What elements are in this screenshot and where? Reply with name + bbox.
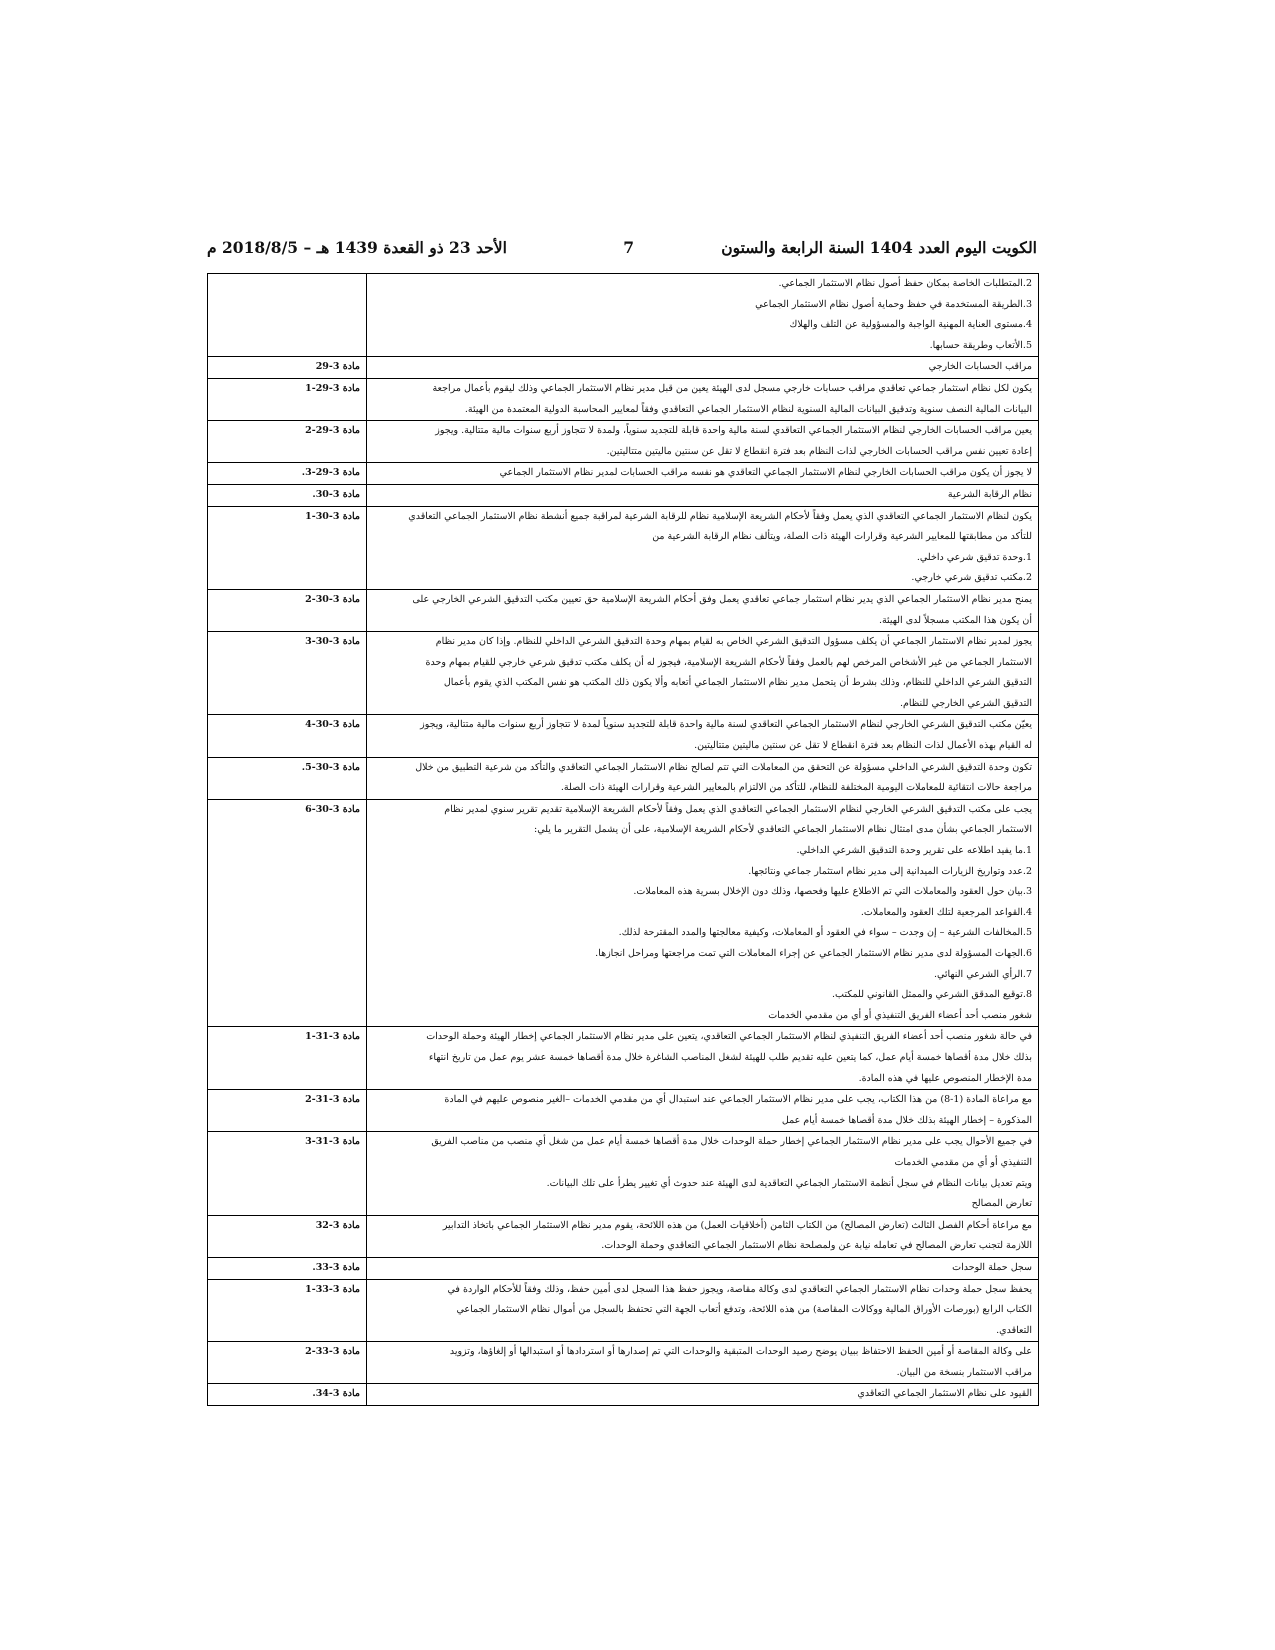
text-line: مراجعة حالات انتقائية للمعاملات اليومية المختلفة للنظام، للتأكد من الالتزام بالمعايير الشرعية وقرارات الهيئة ذات الصلة. [560, 782, 1032, 794]
text-line: الاستثمار الجماعي بشأن مدى امتثال نظام الاستثمار الجماعي التعاقدي لأحكام الشريعة الإسلامية، على أن يشمل التقرير ما يلي: [534, 824, 1032, 836]
table-row [208, 421, 1039, 463]
text-line: التنفيذي أو أي من مقدمي الخدمات [894, 1156, 1032, 1168]
article-number: مادة 3-29-3. [208, 463, 367, 485]
article-number: مادة 3-30-6 [208, 799, 367, 1027]
text-line: الاستثمار الجماعي من غير الأشخاص المرخص لهم بالعمل وفقاً لأحكام الشريعة الإسلامية، فيجوز له أن يكلف مكتب تدقيق شرعي خارجي للقيام بمهام وحدة [425, 656, 1032, 668]
article-text [367, 632, 1039, 715]
text-line: 5.الأتعاب وطريقة حسابها. [929, 339, 1032, 351]
article-number: مادة 3-30-2 [208, 589, 367, 631]
table-row [208, 274, 1039, 357]
table-row [208, 632, 1039, 715]
text-line: يعيّن مكتب التدقيق الشرعي الخارجي لنظام الاستثمار الجماعي التعاقدي لسنة مالية واحدة قابلة للتجديد سنوياً لمدة لا تتجاوز أربع سنوات مالية متتالية، ويجوز [420, 719, 1032, 731]
text-line: يكون لنظام الاستثمار الجماعي التعاقدي الذي يعمل وفقاً لأحكام الشريعة الإسلامية نظام للرقابة الشرعية لمراقبة جميع أنشطة نظام الاستثمار الجماعي التعاقدي [408, 510, 1032, 522]
article-number: مادة 3-30-1 [208, 506, 367, 589]
table-row [208, 378, 1039, 420]
article-number: مادة 3-31-3 [208, 1132, 367, 1215]
page-header [207, 238, 1037, 264]
text-line: البيانات المالية النصف سنوية وتدقيق البيانات المالية السنوية لنظام الاستثمار الجماعي التعاقدي وفقاً لمعايير المحاسبة الدولية المعتمدة من الهيئة. [464, 403, 1032, 415]
article-number: مادة 3-29 [208, 357, 367, 379]
text-line: التدقيق الشرعي الداخلي للنظام، وذلك بشرط أن يتحمل مدير نظام الاستثمار الجماعي أتعابه وألا يكون ذلك المكتب هو نفس المكتب الذي يقوم بأعمال [443, 677, 1032, 689]
text-line: بذلك خلال مدة أقصاها خمسة أيام عمل، كما يتعين عليه تقديم طلب للهيئة لشغل المناصب الشاغرة خلال مدة أقصاها خمسة عشر يوم عمل من تاريخ انتهاء [428, 1051, 1032, 1063]
table-row [208, 484, 1039, 506]
text-line: 4.مستوى العناية المهنية الواجبة والمسؤولية عن التلف والهلاك [789, 319, 1032, 331]
table-row [208, 1257, 1039, 1279]
text-line: مع مراعاة أحكام الفصل الثالث (تعارض المصالح) من الكتاب الثامن (أخلاقيات العمل) من هذه اللائحة، يقوم مدير نظام الاستثمار الجماعي باتخاذ التدابير [442, 1219, 1032, 1231]
article-text [367, 484, 1039, 506]
text-line: الكتاب الرابع (بورصات الأوراق المالية ووكالات المقاصة) من هذه اللائحة، وتدفع أتعاب الجهة التي تحتفظ بالسجل من أموال نظام الاستثمار الجماعي [456, 1304, 1032, 1316]
text-line: 7.الرأي الشرعي النهائي. [933, 968, 1032, 980]
article-number: مادة 3-33-1 [208, 1279, 367, 1342]
article-text [367, 1132, 1039, 1215]
text-line: سجل حملة الوحدات [952, 1261, 1032, 1273]
text-line: 3.بيان حول العقود والمعاملات التي تم الاطلاع عليها وفحصها، وذلك دون الإخلال بسرية هذه المعاملات. [633, 886, 1032, 898]
article-text [367, 421, 1039, 463]
article-text [367, 1027, 1039, 1090]
table-row [208, 1384, 1039, 1406]
article-text [367, 799, 1039, 1027]
article-text [367, 1090, 1039, 1132]
table-row [208, 799, 1039, 1027]
text-line: يجب على مكتب التدقيق الشرعي الخارجي لنظام الاستثمار الجماعي التعاقدي الذي يعمل وفقاً لأحكام الشريعة الإسلامية تقديم تقرير سنوي لمدير نظام [444, 803, 1032, 815]
page-number: 7 [623, 238, 634, 257]
text-line: نظام الرقابة الشرعية [947, 488, 1032, 500]
text-line: التدقيق الشرعي الخارجي للنظام. [899, 697, 1032, 709]
table-row [208, 1132, 1039, 1215]
article-text [367, 1279, 1039, 1342]
article-number: مادة 3-29-1 [208, 378, 367, 420]
gazette-issue-info: الكويت اليوم العدد 1404 السنة الرابعة والستون [721, 238, 1037, 257]
text-line: التعاقدي. [996, 1324, 1032, 1336]
article-text [367, 1384, 1039, 1406]
text-line: لا يجوز أن يكون مراقب الحسابات الخارجي لنظام الاستثمار الجماعي التعاقدي هو نفسه مراقب الحسابات لمدير نظام الاستثمار الجماعي [499, 467, 1032, 479]
text-line: مع مراعاة المادة (1-8) من هذا الكتاب، يجب على مدير نظام الاستثمار الجماعي عند استبدال أي من مقدمي الخدمات –الغير منصوص عليهم في المادة [444, 1094, 1032, 1106]
article-number: مادة 3-30-5. [208, 757, 367, 799]
text-line: 5.المخالفات الشرعية – إن وجدت – سواء في العقود أو المعاملات، وكيفية معالجتها والمدد المقترحة لذلك. [618, 927, 1032, 939]
article-number: مادة 3-30-3 [208, 632, 367, 715]
table-row [208, 715, 1039, 757]
text-line: 3.الطريقة المستخدمة في حفظ وحماية أصول نظام الاستثمار الجماعي [755, 298, 1032, 310]
article-text [367, 1342, 1039, 1384]
article-text [367, 463, 1039, 485]
text-line: 1.ما يفيد اطلاعه على تقرير وحدة التدقيق الشرعي الداخلي. [796, 845, 1032, 857]
article-text [367, 757, 1039, 799]
text-line: ويتم تعديل بيانات النظام في سجل أنظمة الاستثمار الجماعي التعاقدية لدى الهيئة عند حدوث أي تغيير يطرأ على تلك البيانات. [546, 1177, 1032, 1189]
text-line: أن يكون هذا المكتب مسجلاً لدى الهيئة. [878, 614, 1032, 626]
article-text [367, 506, 1039, 589]
table-row [208, 1215, 1039, 1257]
text-line: 2.المتطلبات الخاصة بمكان حفظ أصول نظام الاستثمار الجماعي. [778, 278, 1032, 289]
text-line: في جميع الأحوال يجب على مدير نظام الاستثمار الجماعي إخطار حملة الوحدات خلال مدة أقصاها خمسة أيام عمل من شغل أي منصب من مناصب الفريق [431, 1136, 1032, 1148]
article-text [367, 274, 1039, 357]
text-line: القيود على نظام الاستثمار الجماعي التعاقدي [857, 1388, 1032, 1400]
table-row [208, 1342, 1039, 1384]
text-line: تعارض المصالح [971, 1198, 1032, 1210]
text-line: يجوز لمدير نظام الاستثمار الجماعي أن يكلف مسؤول التدقيق الشرعي الخاص به لقيام بمهام وحدة التدقيق الشرعي الداخلي للنظام. وإذا كان مدير نظام [435, 636, 1032, 648]
article-number: مادة 3-30. [208, 484, 367, 506]
article-text [367, 1257, 1039, 1279]
text-line: مراقب الحسابات الخارجي [928, 361, 1032, 373]
article-text [367, 715, 1039, 757]
text-line: 8.توقيع المدقق الشرعي والممثل القانوني للمكتب. [831, 989, 1032, 1001]
text-line: يكون لكل نظام استثمار جماعي تعاقدي مراقب حسابات خارجي مسجل لدى الهيئة يعين من قبل مدير نظام الاستثمار الجماعي وذلك ليقوم بأعمال مراجعة [432, 382, 1032, 394]
text-line: في حالة شغور منصب أحد أعضاء الفريق التنفيذي لنظام الاستثمار الجماعي التعاقدي، يتعين على مدير نظام الاستثمار الجماعي إخطار الهيئة وحملة الوحدات [426, 1031, 1032, 1043]
text-line: يحفظ سجل حملة وحدات نظام الاستثمار الجماعي التعاقدي لدى وكالة مقاصة، ويجوز حفظ هذا السجل لدى أمين حفظ، وذلك وفقاً للأحكام الواردة في [447, 1283, 1032, 1295]
table-row [208, 589, 1039, 631]
article-number: مادة 3-29-2 [208, 421, 367, 463]
text-line: على وكالة المقاصة أو أمين الحفظ الاحتفاظ ببيان يوضح رصيد الوحدات المتبقية والوحدات التي تم إصدارها أو استردادها أو استبدالها أو إلغاؤها، وتزويد [449, 1346, 1032, 1358]
text-line: اللازمة لتجنب تعارض المصالح في تعامله نيابة عن ولمصلحة نظام الاستثمار الجماعي التعاقدي وحملة الوحدات. [601, 1240, 1032, 1252]
table-row [208, 357, 1039, 379]
table-row [208, 1090, 1039, 1132]
article-number: مادة 3-33. [208, 1257, 367, 1279]
text-line: المذكورة – إخطار الهيئة بذلك خلال مدة أقصاها خمسة أيام عمل [781, 1114, 1032, 1126]
article-text [367, 589, 1039, 631]
text-line: إعادة تعيين نفس مراقب الحسابات الخارجي لذات النظام بعد فترة انقطاع لا تقل عن سنتين ماليتين متتاليتين. [606, 445, 1032, 457]
text-line: 1.وحدة تدقيق شرعي داخلي. [916, 551, 1032, 563]
article-number: مادة 3-33-2 [208, 1342, 367, 1384]
article-number: مادة 3-30-4 [208, 715, 367, 757]
article-number [208, 274, 367, 357]
table-row [208, 1279, 1039, 1342]
text-line: مراقب الاستثمار بنسخة من البيان. [896, 1366, 1032, 1378]
text-line: مدة الإخطار المنصوص عليها في هذه المادة. [858, 1072, 1032, 1084]
text-line: تكون وحدة التدقيق الشرعي الداخلي مسؤولة عن التحقق من المعاملات التي تتم لصالح نظام الاستثمار الجماعي التعاقدي والتأكد من شرعية التطبيق من خلال [415, 761, 1032, 773]
text-line: يمنح مدير نظام الاستثمار الجماعي الذي يدير نظام استثمار جماعي تعاقدي يعمل وفق أحكام الشريعة الإسلامية حق تعيين مكتب التدقيق الشرعي الخارجي على [412, 593, 1032, 605]
article-text [367, 378, 1039, 420]
article-number: مادة 3-31-1 [208, 1027, 367, 1090]
table-row [208, 506, 1039, 589]
article-number: مادة 3-31-2 [208, 1090, 367, 1132]
article-number: مادة 3-34. [208, 1384, 367, 1406]
text-line: 2.عدد وتواريخ الزيارات الميدانية إلى مدير نظام استثمار جماعي ونتائجها. [748, 865, 1032, 877]
text-line: 6.الجهات المسؤولة لدى مدير نظام الاستثمار الجماعي عن إجراء المعاملات التي تمت مراجعتها ومراحل انجازها. [595, 948, 1032, 959]
table-row [208, 1027, 1039, 1090]
text-line: شغور منصب أحد أعضاء الفريق التنفيذي أو أي من مقدمي الخدمات [768, 1009, 1032, 1021]
table-row [208, 463, 1039, 485]
issue-date: الأحد 23 ذو القعدة 1439 هـ – 2018/8/5 م [207, 238, 507, 257]
text-line: للتأكد من مطابقتها للمعايير الشرعية وقرارات الهيئة ذات الصلة، ويتألف نظام الرقابة الشرعية من [652, 531, 1032, 543]
regulation-table [207, 273, 1039, 1406]
article-number: مادة 3-32 [208, 1215, 367, 1257]
text-line: 2.مكتب تدقيق شرعي خارجي. [911, 572, 1032, 584]
table-row [208, 757, 1039, 799]
article-text [367, 1215, 1039, 1257]
text-line: 4.القواعد المرجعية لتلك العقود والمعاملات. [860, 906, 1032, 918]
article-text [367, 357, 1039, 379]
text-line: له القيام بهذه الأعمال لذات النظام بعد فترة انقطاع لا تقل عن سنتين ماليتين متتاليتين. [694, 740, 1032, 752]
text-line: يعين مراقب الحسابات الخارجي لنظام الاستثمار الجماعي التعاقدي لسنة مالية واحدة قابلة للتجديد سنوياً، ولمدة لا تتجاوز أربع سنوات مالية متتالية. ويجوز [435, 425, 1032, 437]
